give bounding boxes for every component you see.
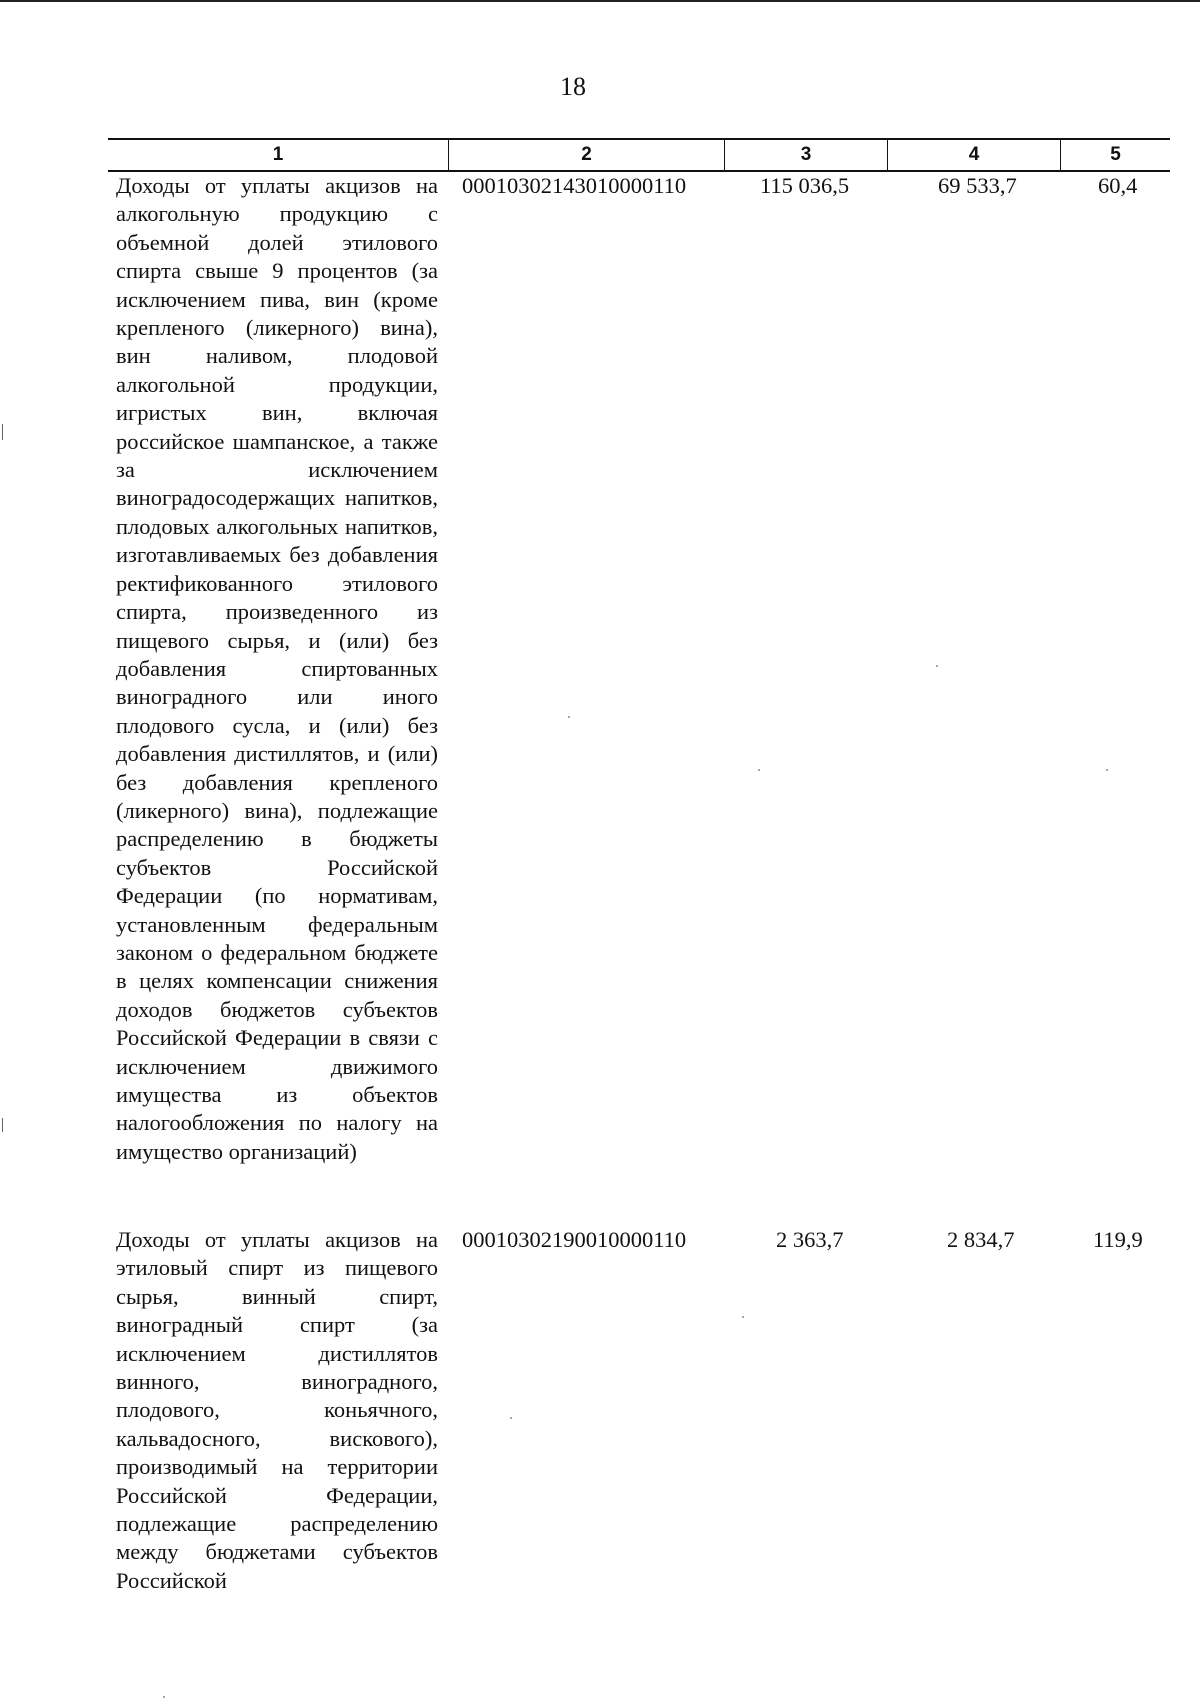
- row-1-col3: 115 036,5: [760, 173, 850, 198]
- scan-margin-mark: [2, 1118, 3, 1132]
- row-2-code: 00010302190010000110: [462, 1227, 687, 1252]
- header-col-1: 1: [272, 144, 284, 165]
- header-col-4: 4: [968, 144, 980, 165]
- scan-speck: [510, 1417, 512, 1419]
- row-2-col3: 2 363,7: [776, 1227, 844, 1252]
- row-2-col4: 2 834,7: [947, 1227, 1015, 1252]
- header-col-2: 2: [581, 144, 592, 165]
- row-1-col4: 69 533,7: [938, 173, 1017, 198]
- row-2-col5: 119,9: [1093, 1227, 1143, 1252]
- scan-speck: [758, 769, 760, 771]
- row-1-code: 00010302143010000110: [462, 173, 687, 198]
- row-1-description: Доходы от уплаты акцизов на алкогольную продукцию с объемной долей этилового спирта свыше 9 процентов (за исключением пива, вин (кроме крепленого (ликерного) вина), вин наливом, плодовой алкогольной продукции, игристых вин, включая российское шампанское, а также за исключением виноградосодержащих напитков, плодовых алкогольных напитков, изготавливаемых без добавления ректификованного этилового спирта, произведенного из пищевого сырья, и (или) без добавления спиртованных виноградного или иного плодового сусла, и (или) без добавления дистиллятов, и (или) без добавления крепленого (ликерного) вина), подлежащие распределению в бюджеты субъектов Российской Федерации (по нормативам, установленным федеральным законом о федеральном бюджете в целях компенсации снижения доходов бюджетов субъектов Российской Федерации в связи с исключением движимого имущества из объектов налогообложения по налогу на имущество организаций): [116, 173, 438, 1164]
- row-2-description: Доходы от уплаты акцизов на этиловый спирт из пищевого сырья, винный спирт, виноградный спирт (за исключением дистиллятов винного, виноградного, плодового, коньячного, кальвадосного, вискового), производимый на территории Российской Федерации, подлежащие распределению между бюджетами субъектов Российской: [116, 1227, 438, 1593]
- scan-speck: [568, 716, 570, 718]
- header-col-5: 5: [1110, 144, 1121, 165]
- scan-speck: [742, 1316, 744, 1318]
- row-1-col5: 60,4: [1098, 173, 1138, 198]
- scan-edge-line: [0, 0, 1200, 2]
- page-number: 18: [560, 72, 586, 101]
- scan-speck: [163, 1696, 165, 1698]
- scan-margin-mark: [2, 424, 3, 440]
- table-header: [108, 138, 1170, 172]
- scan-speck: [1106, 769, 1108, 771]
- header-col-3: 3: [800, 144, 812, 165]
- scan-speck: [936, 665, 938, 667]
